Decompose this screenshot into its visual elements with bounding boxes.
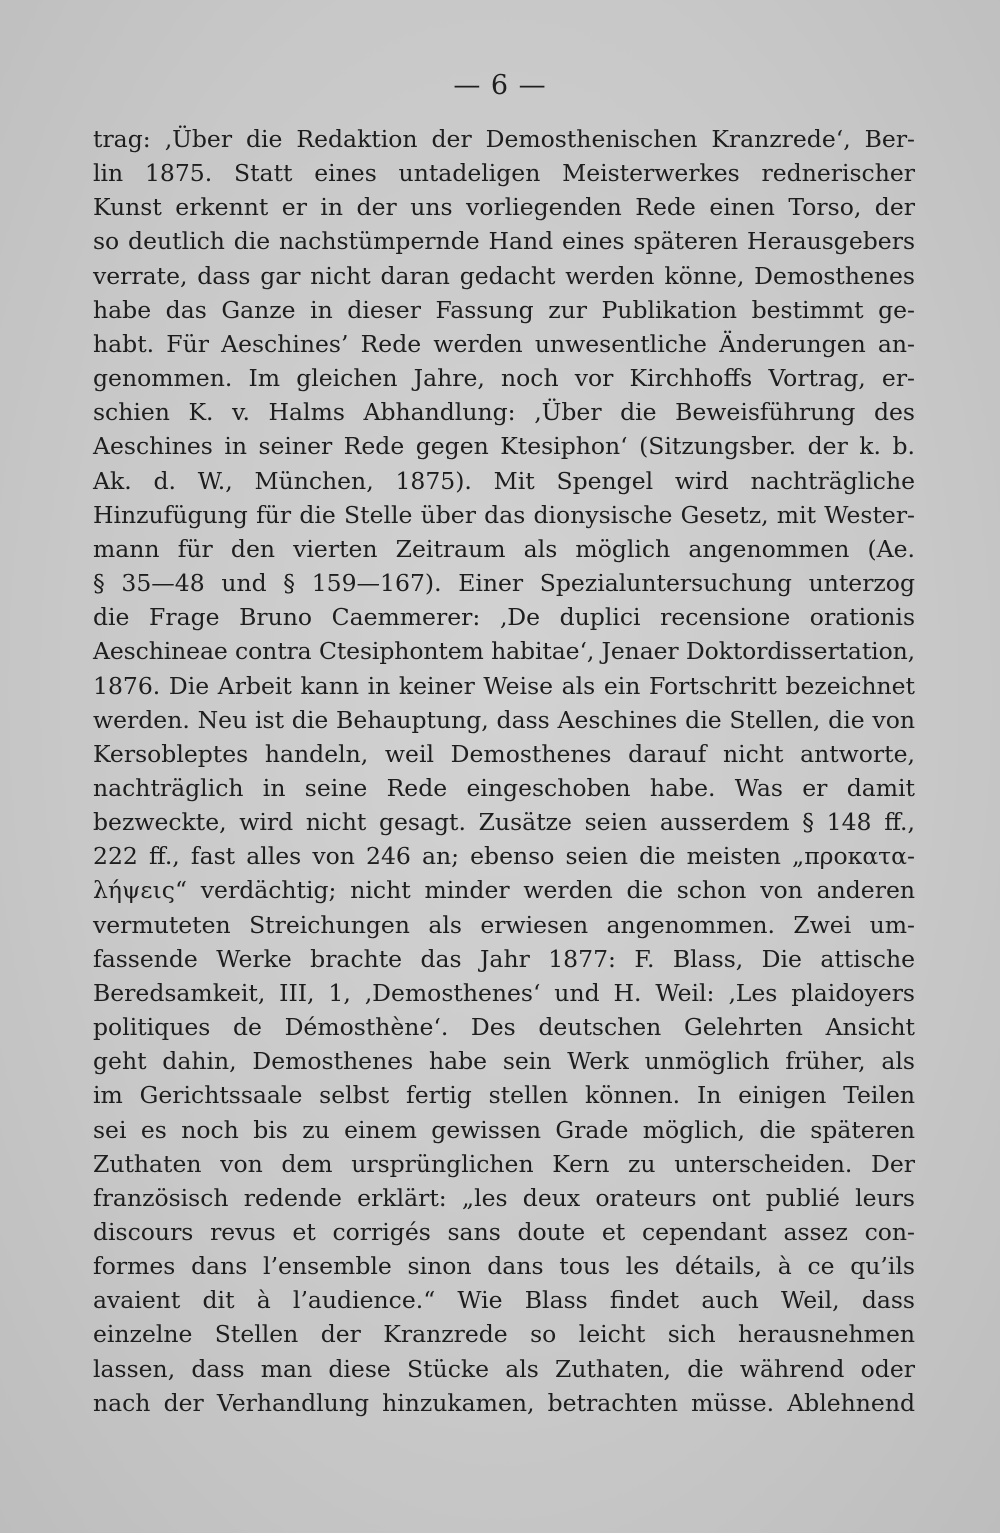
- text-line: genommen. Im gleichen Jahre, noch vor Kirchhoffs Vortrag, er-: [93, 364, 915, 393]
- text-line: Zuthaten von dem ursprünglichen Kern zu unterscheiden. Der: [93, 1149, 915, 1178]
- text-line: so deutlich die nachstümpernde Hand eines späteren Herausgebers: [93, 227, 915, 256]
- text-line: lassen, dass man diese Stücke als Zuthaten, die während oder: [93, 1354, 915, 1383]
- text-line: discours revus et corrigés sans doute et cependant assez con-: [93, 1218, 915, 1246]
- page-number: — 6 —: [453, 70, 547, 101]
- text-line: im Gerichtssaale selbst fertig stellen können. In einigen Teilen: [93, 1081, 915, 1110]
- text-line: fassende Werke brachte das Jahr 1877: F. Blass, Die attische: [93, 944, 915, 973]
- text-line: vermuteten Streichungen als erwiesen angenommen. Zwei um-: [93, 910, 915, 939]
- text-line: mann für den vierten Zeitraum als möglich angenommen (Ae.: [93, 534, 915, 563]
- text-line: werden. Neu ist die Behauptung, dass Aeschines die Stellen, die von: [93, 705, 915, 734]
- text-line: politiques de Démosthène‘. Des deutschen Gelehrten Ansicht: [93, 1013, 915, 1042]
- text-line: trag: ‚Über die Redaktion der Demosthenischen Kranzrede‘, Ber-: [93, 125, 915, 153]
- text-line: bezweckte, wird nicht gesagt. Zusätze seien ausserdem § 148 ff.,: [93, 808, 915, 837]
- text-line: Kersobleptes handeln, weil Demosthenes darauf nicht antworte,: [93, 739, 915, 768]
- text-line: lin 1875. Statt eines untadeligen Meisterwerkes rednerischer: [93, 159, 915, 188]
- text-line: Beredsamkeit, III, 1, ‚Demosthenes‘ und H. Weil: ‚Les plaidoyers: [93, 978, 915, 1007]
- text-line: geht dahin, Demosthenes habe sein Werk unmöglich früher, als: [93, 1047, 915, 1076]
- text-line: sei es noch bis zu einem gewissen Grade möglich, die späteren: [93, 1115, 915, 1144]
- text-line: avaient dit à l’audience.“ Wie Blass findet auch Weil, dass: [93, 1286, 915, 1315]
- text-line: Hinzufügung für die Stelle über das dionysische Gesetz, mit Wester-: [93, 500, 915, 529]
- text-line: schien K. v. Halms Abhandlung: ‚Über die Beweisführung des: [93, 398, 915, 427]
- body-text: [93, 122, 915, 1420]
- text-line: habe das Ganze in dieser Fassung zur Publikation bestimmt ge-: [93, 295, 915, 324]
- text-line: λήψεις“ verdächtig; nicht minder werden die schon von anderen: [93, 876, 915, 905]
- text-line: nach der Verhandlung hinzukamen, betrachten müsse. Ablehnend: [93, 1388, 915, 1417]
- text-line: 222 ff., fast alles von 246 an; ebenso seien die meisten „προκατα-: [93, 842, 915, 871]
- text-line: Kunst erkennt er in der uns vorliegenden Rede einen Torso, der: [93, 193, 915, 222]
- text-line: Ak. d. W., München, 1875). Mit Spengel wird nachträgliche: [93, 466, 915, 495]
- text-line: habt. Für Aeschines’ Rede werden unwesentliche Änderungen an-: [93, 329, 915, 358]
- text-line: nachträglich in seine Rede eingeschoben habe. Was er damit: [93, 773, 915, 802]
- text-line: französisch redende erklärt: „les deux orateurs ont publié leurs: [93, 1183, 915, 1212]
- text-line: Aeschineae contra Ctesiphontem habitae‘, Jenaer Doktordissertation,: [93, 637, 916, 666]
- text-line: Aeschines in seiner Rede gegen Ktesiphon‘ (Sitzungsber. der k. b.: [93, 432, 915, 461]
- text-line: § 35—48 und § 159—167). Einer Spezialuntersuchung unterzog: [93, 569, 915, 598]
- text-line: die Frage Bruno Caemmerer: ‚De duplici recensione orationis: [93, 603, 915, 632]
- text-line: einzelne Stellen der Kranzrede so leicht sich herausnehmen: [93, 1320, 915, 1349]
- text-line: formes dans l’ensemble sinon dans tous les détails, à ce qu’ils: [93, 1252, 915, 1281]
- text-line: verrate, dass gar nicht daran gedacht werden könne, Demosthenes: [93, 261, 915, 290]
- text-line: 1876. Die Arbeit kann in keiner Weise als ein Fortschritt bezeichnet: [93, 671, 915, 700]
